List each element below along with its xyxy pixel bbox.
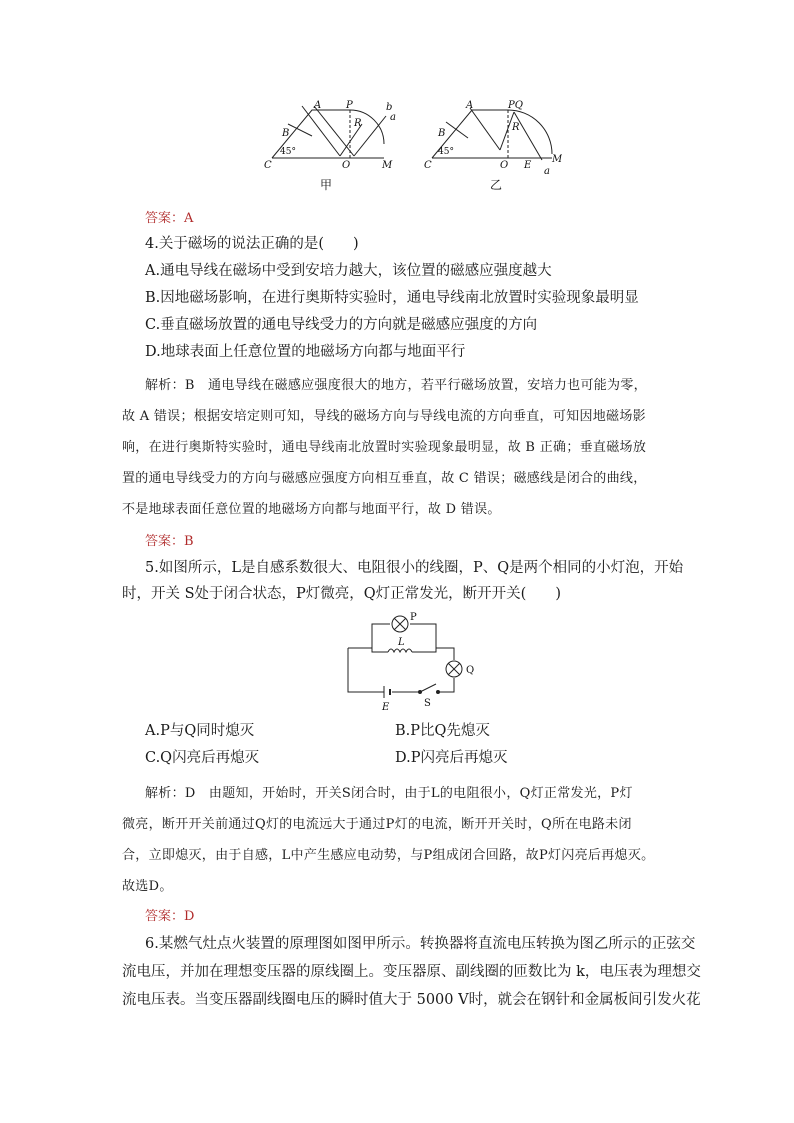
q5-explanation-line: 微亮，断开开关前通过Q灯的电流远大于通过P灯的电流，断开开关时，Q所在电路未闭 bbox=[122, 817, 632, 832]
q5-option-b: B.P比Q先熄灭 bbox=[395, 723, 490, 739]
label-PQ-right: PQ bbox=[508, 100, 523, 111]
label-C-left: C bbox=[264, 160, 272, 171]
q6-line: 6.某燃气灶点火装置的原理图如图甲所示。转换器将直流电压转换为图乙所示的正弦交 bbox=[145, 936, 696, 952]
label-angle-left: 45° bbox=[280, 147, 296, 157]
circuit-label-P: P bbox=[410, 612, 417, 623]
label-M-left: M bbox=[382, 160, 393, 171]
q4-option-c: C.垂直磁场放置的通电导线受力的方向就是磁感应强度的方向 bbox=[145, 317, 538, 333]
label-A-right: A bbox=[466, 100, 474, 111]
circuit-label-E: E bbox=[382, 702, 390, 712]
q4-option-a: A.通电导线在磁场中受到安培力越大，该位置的磁感应强度越大 bbox=[145, 263, 552, 279]
q6-line: 流电压表。当变压器副线圈电压的瞬时值大于 5000 V时，就会在钢针和金属板间引发火花 bbox=[122, 992, 701, 1008]
q4-explanation-line: 置的通电导线受力的方向与磁感应强度方向相互垂直，故 C 错误；磁感线是闭合的曲线， bbox=[122, 471, 647, 486]
label-a-left: a bbox=[390, 112, 396, 123]
q4-explanation-line: 解析：B 通电导线在磁感应强度很大的地方，若平行磁场放置，安培力也可能为零， bbox=[145, 378, 647, 393]
optics-figures bbox=[262, 96, 562, 196]
label-R-right: R bbox=[512, 122, 520, 133]
q5-stem-line: 时，开关 S处于闭合状态，P灯微亮，Q灯正常发光，断开开关( ) bbox=[122, 586, 561, 602]
q6-line: 流电压，并加在理想变压器的原线圈上。变压器原、副线圈的匝数比为 k，电压表为理想交 bbox=[122, 964, 701, 980]
q4-option-d: D.地球表面上任意位置的地磁场方向都与地面平行 bbox=[145, 344, 466, 360]
label-O-right: O bbox=[500, 160, 509, 171]
q4-explanation-line: 不是地球表面任意位置的地磁场方向都与地面平行，故 D 错误。 bbox=[122, 502, 501, 517]
q5-explanation-line: 解析：D 由题知，开始时，开关S闭合时，由于L的电阻很小，Q灯正常发光，P灯 bbox=[145, 786, 633, 801]
label-E-right: E bbox=[524, 160, 532, 171]
label-M-right: M bbox=[552, 154, 562, 165]
label-C-right: C bbox=[424, 160, 432, 171]
q5-option-d: D.P闪亮后再熄灭 bbox=[395, 750, 508, 766]
q4-explanation-line: 故 A 错误；根据安培定则可知，导线的磁场方向与导线电流的方向垂直，可知因地磁场影 bbox=[122, 409, 646, 424]
label-A-left: A bbox=[314, 100, 322, 111]
label-R-left: R bbox=[354, 118, 362, 129]
q5-explanation-line: 合，立即熄灭，由于自感，L中产生感应电动势，与P组成闭合回路，故P灯闪亮后再熄灭。 bbox=[122, 848, 655, 863]
q4-option-b: B.因地磁场影响，在进行奥斯特实验时，通电导线南北放置时实验现象最明显 bbox=[145, 290, 639, 306]
circuit-diagram bbox=[340, 612, 480, 712]
q4-stem: 4.关于磁场的说法正确的是( ) bbox=[145, 236, 359, 252]
answer-q4: 答案：B bbox=[145, 534, 194, 549]
figure-caption-jia: 甲 bbox=[320, 178, 333, 192]
q5-explanation-line: 故选D。 bbox=[122, 879, 173, 894]
optics-figure-diagram bbox=[262, 96, 562, 196]
q4-explanation-line: 响，在进行奥斯特实验时，通电导线南北放置时实验现象最明显，故 B 正确；垂直磁场放 bbox=[122, 440, 647, 455]
label-b-left: b bbox=[386, 102, 393, 113]
answer-q5: 答案：D bbox=[145, 909, 195, 924]
label-angle-right: 45° bbox=[438, 147, 454, 157]
answer-q3: 答案：A bbox=[145, 211, 194, 226]
q5-stem-line: 5.如图所示，L是自感系数很大、电阻很小的线圈，P、Q是两个相同的小灯泡，开始 bbox=[145, 560, 684, 576]
circuit-label-S: S bbox=[424, 698, 431, 709]
figure-caption-yi: 乙 bbox=[490, 178, 503, 192]
label-a-right: a bbox=[544, 166, 550, 177]
circuit-svg bbox=[340, 612, 480, 712]
circuit-label-Q: Q bbox=[466, 665, 475, 676]
label-P-left: P bbox=[346, 100, 353, 111]
label-O-left: O bbox=[342, 160, 351, 171]
circuit-label-L: L bbox=[398, 637, 405, 648]
label-B-right: B bbox=[438, 128, 446, 139]
q5-option-a: A.P与Q同时熄灭 bbox=[145, 723, 255, 739]
q5-option-c: C.Q闪亮后再熄灭 bbox=[145, 750, 260, 766]
label-B-left: B bbox=[282, 128, 290, 139]
